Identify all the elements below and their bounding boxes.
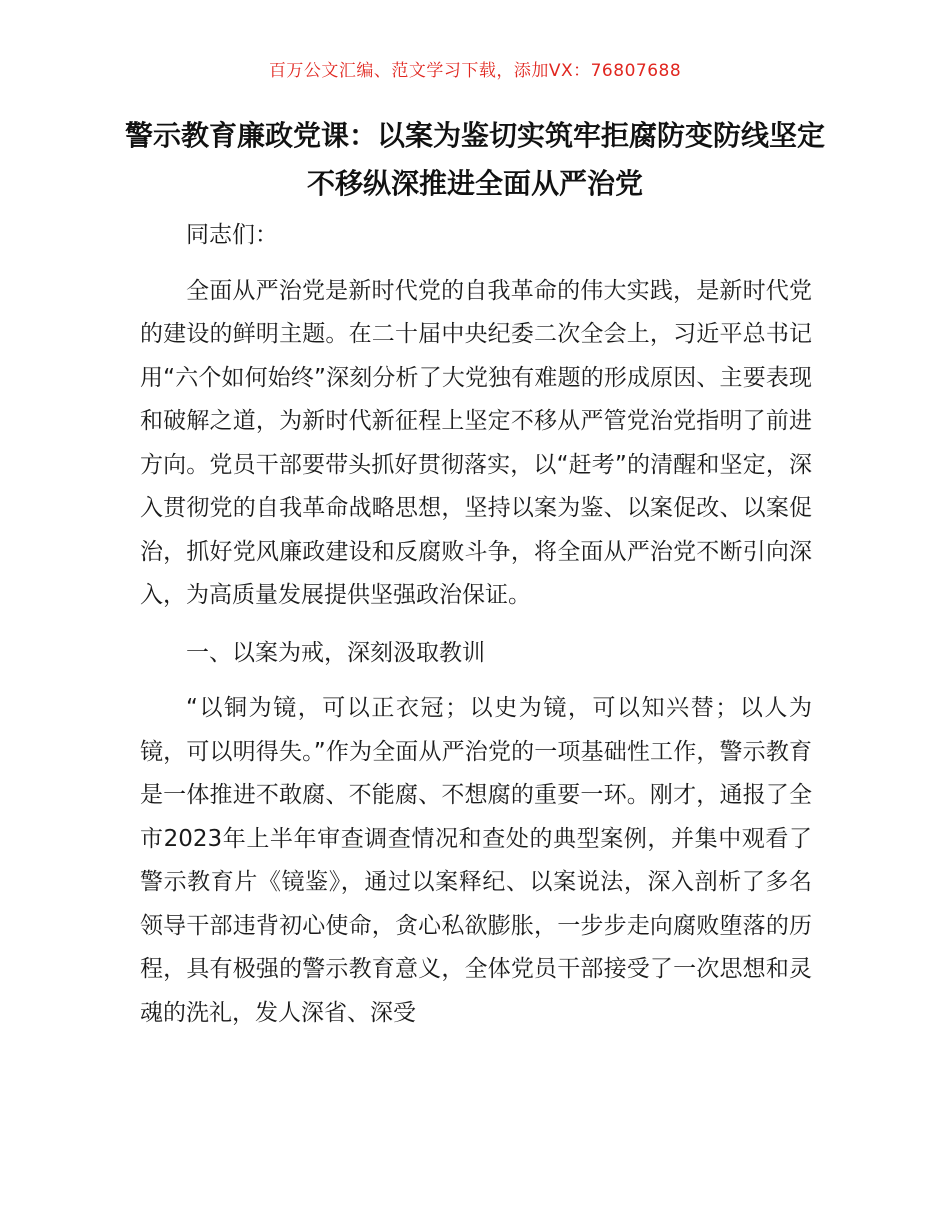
greeting: 同志们： xyxy=(186,222,278,248)
paragraph-intro: 全面从严治党是新时代党的自我革命的伟大实践，是新时代党的建设的鲜明主题。在二十届中央纪委二次全会上，习近平总书记用“六个如何始终”深刻分析了大党独有难题的形成原因、主要表现和破解之道，为新时代新征程上坚定不移从严管党治党指明了前进方向。党员干部要带头抓好贯彻落实，以“赶考”的清醒和坚定，深入贯彻党的自我革命战略思想，坚持以案为鉴、以案促改、以案促治，抓好党风廉政建设和反腐败斗争，将全面从严治党不断引向深入，为高质量发展提供坚强政治保证。 xyxy=(140,277,812,608)
document-body xyxy=(140,214,812,1049)
section-heading: 一、以案为戒，深刻汲取教训 xyxy=(186,639,485,666)
header-banner: 百万公文汇编、范文学习下载，添加VX：76807688 xyxy=(268,61,682,81)
document-title: 警示教育廉政党课：以案为鉴切实筑牢拒腐防变防线坚定不移纵深推进全面从严治党 xyxy=(124,119,825,200)
paragraph-section-1: “以铜为镜，可以正衣冠；以史为镜，可以知兴替；以人为镜，可以明得失。”作为全面从严治党的一项基础性工作，警示教育是一体推进不敢腐、不能腐、不想腐的重要一环。刚才，通报了全市2023年上半年审查调查情况和查处的典型案例，并集中观看了警示教育片《镜鉴》，通过以案释纪、以案说法，深入剖析了多名领导干部违背初心使命，贪心私欲膨胀，一步步走向腐败堕落的历程，具有极强的警示教育意义，全体党员干部接受了一次思想和灵魂的洗礼，发人深省、深受 xyxy=(140,695,812,1026)
